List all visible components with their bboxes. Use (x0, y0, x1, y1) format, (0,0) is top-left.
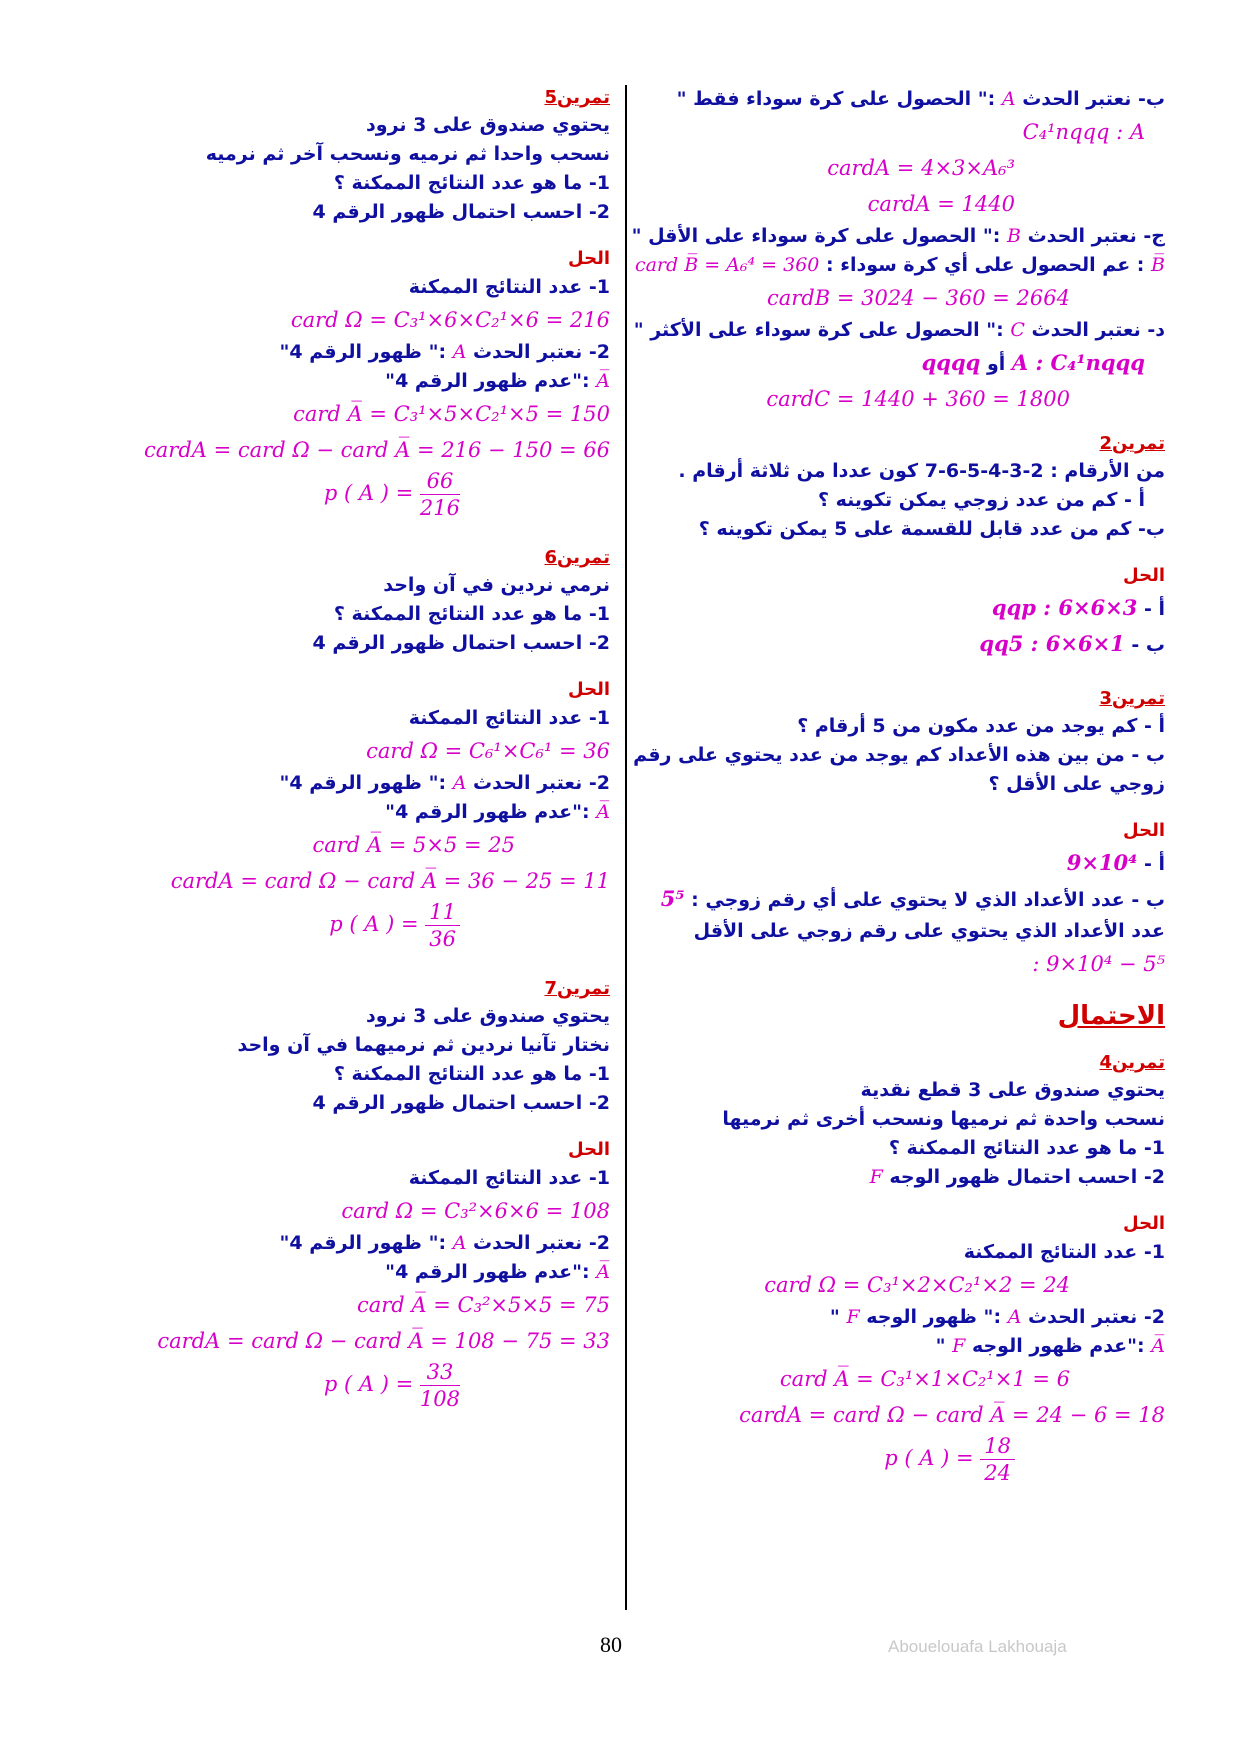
math-line (640, 280, 1165, 316)
line-text: د- نعتبر الحدث (1031, 319, 1165, 341)
question-2 (640, 1163, 1165, 1192)
exercise-title: تمرين7 (544, 978, 610, 999)
math-line (640, 114, 1165, 150)
math-line (160, 1287, 610, 1323)
probability-label: p ( A ) = (323, 481, 414, 505)
math-line (640, 1361, 1165, 1397)
section-title: الاحتمال (1057, 1001, 1165, 1031)
answer-line (640, 881, 1165, 917)
event-b-line (631, 222, 1165, 251)
fraction (425, 899, 460, 952)
math-line (640, 345, 1165, 381)
math-line (144, 432, 610, 468)
numerator: 33 (420, 1359, 460, 1386)
line-text: ب- نعتبر الحدث (1022, 88, 1165, 110)
question-1: 1- ما هو عدد النتائج الممكنة ؟ (333, 603, 610, 625)
probability-formula (324, 1359, 460, 1412)
math-line (640, 150, 1165, 186)
formula: cardB = 3024 − 360 = 2664 (766, 286, 1070, 310)
event-variable: B (1006, 225, 1021, 247)
numerator: 66 (420, 468, 460, 495)
question-1: 1- ما هو عدد النتائج الممكنة ؟ (333, 172, 610, 194)
probability-formula (329, 899, 460, 952)
math-line (160, 396, 610, 432)
probability-label: p ( A ) = (884, 1446, 974, 1470)
solution-step (160, 367, 610, 396)
event-variable: A (452, 1232, 467, 1254)
line-text: 2- احسب احتمال ظهور الوجه (889, 1166, 1165, 1188)
answer-line (640, 590, 1165, 626)
math-line (640, 1267, 1165, 1303)
fraction (420, 1359, 460, 1412)
event-variable: A̅ (596, 370, 610, 392)
line-text: :"عدم ظهور الرقم 4" (385, 1261, 590, 1283)
line-text: :" الحصول على كرة سوداء فقط " (676, 88, 996, 110)
column-divider (625, 85, 627, 1610)
fraction (980, 1433, 1015, 1486)
event-variable: A (452, 341, 467, 363)
event-variable: F (952, 1335, 966, 1357)
solution-step: 1- عدد النتائج الممكنة (408, 1167, 610, 1189)
answer-label: أ - (1143, 598, 1165, 620)
denominator: 36 (429, 927, 456, 951)
line-text: :"عدم ظهور الرقم 4" (385, 370, 590, 392)
probability-label: p ( A ) = (323, 1372, 414, 1396)
math-line (160, 1193, 610, 1229)
formula: qq5 : 6×6×1 (979, 631, 1125, 656)
line-text: :"عدم ظهور الوجه (971, 1335, 1145, 1357)
math-line (160, 827, 610, 863)
math-line (640, 946, 1165, 982)
fraction (420, 468, 460, 521)
exercise-text: من الأرقام : 2-3-4-5-6-7 كون عددا من ثلاثة أرقام . (678, 460, 1165, 482)
exercise-title: تمرين3 (1099, 688, 1165, 709)
right-column (631, 85, 1165, 1486)
line-text: :" ظهور الرقم 4" (279, 341, 447, 363)
event-variable: A (1001, 88, 1016, 110)
probability-line (160, 468, 610, 521)
denominator: 108 (419, 1387, 460, 1411)
event-variable: A (1007, 1306, 1022, 1328)
math-line (160, 863, 610, 899)
solution-label: الحل (1123, 820, 1165, 841)
exercise-text: يحتوي صندوق على 3 قطع نقدية (860, 1079, 1165, 1101)
solution-label: الحل (568, 679, 610, 700)
solution-step (160, 798, 610, 827)
solution-step (160, 1258, 610, 1287)
formula: card B̅ = A₆⁴ = 360 (634, 254, 820, 276)
exercise-text: نسحب واحدة ثم نرميها ونسحب أخرى ثم نرميها (722, 1108, 1165, 1130)
solution-label: الحل (1123, 565, 1165, 586)
solution-step: 1- عدد النتائج الممكنة (963, 1241, 1165, 1263)
line-text: 2- نعتبر الحدث (473, 772, 610, 794)
math-line (640, 1397, 1165, 1433)
line-text: :" الحصول على كرة سوداء على الأكثر " (633, 319, 1004, 341)
exercise-title: تمرين4 (1099, 1052, 1165, 1073)
event-variable: F (869, 1166, 883, 1188)
math-line (160, 733, 610, 769)
left-column (144, 85, 610, 1412)
formula: card A̅ = C₃²×5×5 = 75 (356, 1293, 610, 1317)
probability-line (160, 1359, 610, 1412)
math-line (640, 186, 1165, 222)
question-2: 2- احسب احتمال ظهور الرقم 4 (312, 1092, 610, 1114)
formula: card Ω = C₆¹×C₆¹ = 36 (366, 739, 610, 763)
line-text: 2- نعتبر الحدث (473, 1232, 610, 1254)
formula: 5⁵ (660, 886, 685, 911)
exercise-title: تمرين2 (1099, 433, 1165, 454)
formula: card A̅ = C₃¹×5×C₂¹×5 = 150 (293, 402, 610, 426)
formula: cardA = 4×3×A₆³ (827, 156, 1015, 180)
solution-step (160, 338, 610, 367)
exercise-text: نسحب واحدا ثم نرميه ونسحب آخر ثم نرميه (205, 143, 610, 165)
answer-label: أ - (1143, 853, 1165, 875)
line-text: : عم الحصول على أي كرة سوداء : (826, 254, 1145, 276)
formula: cardA = card Ω − card A̅ = 108 − 75 = 33 (157, 1329, 610, 1353)
probability-formula (324, 468, 460, 521)
solution-step: A̅ :"عدم ظهور الوجه F " (935, 1335, 1165, 1357)
solution-step: 2- نعتبر الحدث A :" ظهور الوجه F " (829, 1306, 1165, 1328)
denominator: 216 (419, 496, 460, 520)
formula: 9×10⁴ (1066, 850, 1138, 875)
solution-step (160, 769, 610, 798)
probability-label: p ( A ) = (329, 912, 419, 936)
event-variable: A̅ (1151, 1335, 1165, 1357)
question-1: 1- ما هو عدد النتائج الممكنة ؟ (888, 1137, 1165, 1159)
formula: cardA = card Ω − card A̅ = 216 − 150 = 66 (144, 438, 610, 462)
formula: cardA = card Ω − card A̅ = 36 − 25 = 11 (170, 869, 610, 893)
event-variable: A̅ (596, 1261, 610, 1283)
exercise-text: نرمي نردين في آن واحد (383, 574, 610, 596)
formula: qqqq (921, 350, 981, 375)
solution-label: الحل (568, 248, 610, 269)
answer-line (640, 845, 1165, 881)
solution-label: الحل (1123, 1213, 1165, 1234)
denominator: 24 (984, 1461, 1011, 1485)
line-text: أو (986, 353, 1006, 375)
event-variable: A̅ (596, 801, 610, 823)
event-c-line (633, 316, 1165, 345)
question-2: 2- احسب احتمال ظهور الرقم 4 (312, 201, 610, 223)
event-a-line (640, 85, 1165, 114)
line-text: 2- نعتبر الحدث (473, 341, 610, 363)
formula: card Ω = C₃¹×6×C₂¹×6 = 216 (290, 308, 610, 332)
answer-label: ب - (1131, 634, 1165, 656)
formula: C₄¹nqqq : A (1022, 120, 1145, 144)
answer-line (640, 626, 1165, 662)
event-variable: A (452, 772, 467, 794)
numerator: 11 (425, 899, 460, 926)
exercise-text: زوجي على الأقل ؟ (988, 773, 1165, 795)
exercise-title: تمرين6 (544, 547, 610, 568)
question-1: 1- ما هو عدد النتائج الممكنة ؟ (333, 1063, 610, 1085)
line-text: 2- نعتبر الحدث (1028, 1306, 1165, 1328)
solution-step (160, 1229, 610, 1258)
exercise-text: أ - كم يوجد من عدد مكون من 5 أرقام ؟ (797, 715, 1165, 737)
math-line (157, 1323, 610, 1359)
formula: qqp : 6×6×3 (991, 595, 1138, 620)
exercise-text: يحتوي صندوق على 3 نرود (366, 114, 610, 136)
exercise-title: تمرين5 (544, 87, 610, 108)
exercise-text: عدد الأعداد الذي يحتوي على رقم زوجي على الأقل (693, 920, 1165, 942)
line-text: :" ظهور الرقم 4" (279, 1232, 447, 1254)
line-text: :"عدم ظهور الرقم 4" (385, 801, 590, 823)
event-variable: C (1010, 319, 1025, 341)
formula: A : C₄¹nqqq (1011, 350, 1145, 375)
exercise-text: ب - من بين هذه الأعداد كم يوجد من عدد يحتوي على رقم (633, 744, 1165, 766)
question-2: 2- احسب احتمال ظهور الرقم 4 (312, 632, 610, 654)
exercise-text: يحتوي صندوق على 3 نرود (366, 1005, 610, 1027)
line-text: ج- نعتبر الحدث (1027, 225, 1165, 247)
page-number: 80 (600, 1632, 622, 1657)
line-text: ب - عدد الأعداد الذي لا يحتوي على أي رقم زوجي : (691, 889, 1165, 911)
formula: cardC = 1440 + 360 = 1800 (766, 387, 1070, 411)
solution-label: الحل (568, 1139, 610, 1160)
solution-step: 1- عدد النتائج الممكنة (408, 707, 610, 729)
exercise-text: ب- كم من عدد قابل للقسمة على 5 يمكن تكوينه ؟ (698, 518, 1165, 540)
formula: cardA = card Ω − card A̅ = 24 − 6 = 18 (739, 1403, 1165, 1427)
complement-b-line (634, 251, 1165, 280)
formula: card Ω = C₃¹×2×C₂¹×2 = 24 (764, 1273, 1070, 1297)
line-text: :" ظهور الرقم 4" (279, 772, 447, 794)
math-line (160, 302, 610, 338)
solution-step: 1- عدد النتائج الممكنة (408, 276, 610, 298)
probability-formula (884, 1433, 1015, 1486)
event-variable: B̅ (1151, 254, 1165, 276)
exercise-text: نختار تآنيا نردين ثم نرميهما في آن واحد (237, 1034, 610, 1056)
footer-author: Abouelouafa Lakhouaja (888, 1637, 1067, 1656)
event-variable: F (846, 1306, 860, 1328)
probability-line (160, 899, 610, 952)
numerator: 18 (980, 1433, 1015, 1460)
formula: card A̅ = 5×5 = 25 (312, 833, 515, 857)
formula: card A̅ = C₃¹×1×C₂¹×1 = 6 (779, 1367, 1070, 1391)
formula: card Ω = C₃²×6×6 = 108 (341, 1199, 610, 1223)
exercise-text: أ - كم من عدد زوجي يمكن تكوينه ؟ (817, 489, 1145, 511)
formula: : 9×10⁴ − 5⁵ (1032, 952, 1165, 976)
probability-line (640, 1433, 1165, 1486)
formula: cardA = 1440 (867, 192, 1015, 216)
line-text: :" ظهور الوجه (866, 1306, 1002, 1328)
line-text: :" الحصول على كرة سوداء على الأقل " (631, 225, 1001, 247)
math-line (640, 381, 1165, 417)
